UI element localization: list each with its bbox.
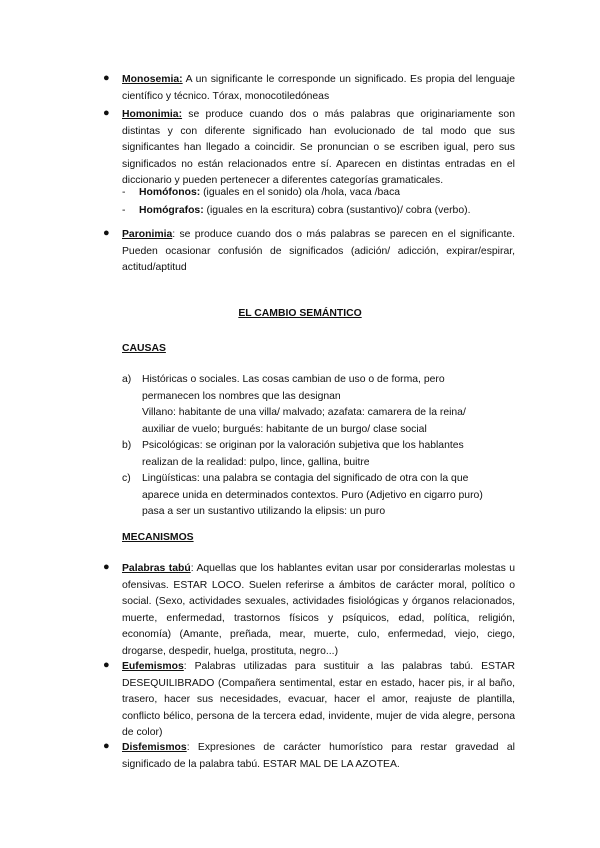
monosemia-paragraph [122,72,515,105]
eufemismos-term: Eufemismos [122,661,184,672]
causa-a-line: Históricas o sociales. Las cosas cambian de uso o de forma, pero [142,374,445,385]
bullet-icon: ● [103,107,110,119]
item-label: b) [122,440,132,451]
causa-c-line: aparece unida en determinados contextos. Puro (Adjetivo en cigarro puro) [142,489,483,501]
mecanismos-heading: MECANISMOS [122,532,194,543]
monosemia-text: A un significante le corresponde un significado. Es propia del lenguaje científico y técnico. Tórax, monocotiledóneas [122,74,515,102]
homonimia-term: Homonimia: [122,109,183,120]
item-label: c) [122,473,131,484]
section-title: EL CAMBIO SEMÁNTICO [238,308,362,319]
bullet-icon: ● [103,72,110,84]
causa-b-line: realizan de la realidad: pulpo, lince, gallina, buitre [142,456,370,468]
dash-marker: - [122,187,126,198]
causas-heading: CAUSAS [122,343,166,354]
palabras-tabu-term: Palabras tabú [122,563,191,574]
causa-a-line: Villano: habitante de una villa/ malvado; azafata: camarera de la reina/ [142,407,466,418]
disfemismos-paragraph [122,740,515,773]
homografos-text: (iguales en la escritura) cobra (sustantivo)/ cobra (verbo). [203,205,471,216]
paronimia-text: : se produce cuando dos o más palabras se parecen en el significante. Pueden ocasionar confusión de significados (adición/ adicción, expirar/espirar, actitud/aptitud [122,229,515,273]
causa-c-line: Lingüísticas: una palabra se contagia del significado de otra con la que [142,473,469,484]
homonimia-text: se produce cuando dos o más palabras que originariamente son distintas y con diferente significado han evolucionado de tal modo que sus significantes han llegado a coincidir. Se pronuncian o se escriben igual, pero sus significados no están relacionados entre sí. Aparecen en distintas entradas en el diccionario y pueden pertenecer a diferentes categorías gramaticales. [122,109,515,186]
paronimia-term: Paronimia [122,229,173,240]
homofonos-text: (iguales en el sonido) ola /hola, vaca /baca [200,187,401,198]
causa-c-line: pasa a ser un sustantivo utilizando la elipsis: un puro [142,506,386,517]
item-label: a) [122,374,132,385]
eufemismos-text: : Palabras utilizadas para sustituir a las palabras tabú. ESTAR DESEQUILIBRADO (Compañera sentimental, estar en estado, hacer pis, ir al baño, trasero, hacer sus necesidades, evacuar, hacer el amor, reajuste de plantilla, conflicto bélico, persona de la tercera edad, invidente, mujer de vida alegre, persona de color) [122,661,515,738]
bullet-icon: ● [103,740,110,752]
causa-item-c [122,471,522,521]
causa-item-b [122,438,522,471]
homofonos-item [122,185,522,202]
causa-a-line: auxiliar de vuelo; burgués: habitante de un burgo/ clase social [142,423,427,435]
homofonos-term: Homófonos: [139,187,201,198]
palabras-tabu-paragraph [122,561,515,660]
dash-marker: - [122,205,126,216]
disfemismos-term: Disfemismos [122,742,187,753]
bullet-icon: ● [103,561,110,573]
disfemismos-text: : Expresiones de carácter humorístico para restar gravedad al significado de la palabra tabú. ESTAR MAL DE LA AZOTEA. [122,742,515,770]
palabras-tabu-text: : Aquellas que los hablantes evitan usar por considerarlas molestas u ofensivas. ESTAR LOCO. Suelen referirse a ámbitos de carácter moral, político o social. (Sexo, actividades sexuales, actividades fisiológicas y órganos relacionados, muerte, enfermedad, trastornos físicos y psíquicos, edad, política, religión, economía) (Amante, preñada, mear, muerte, culo, enfermedad, viejo, ciego, drogarse, despedir, huelga, prostituta, negro...) [122,563,515,657]
causa-a-line: permanecen los nombres que las designan [142,390,341,402]
homografos-term: Homógrafos: [139,205,204,216]
monosemia-term: Monosemia: [122,74,183,85]
paronimia-paragraph [122,227,515,277]
homonimia-paragraph [122,107,515,190]
bullet-icon: ● [103,227,110,239]
bullet-icon: ● [103,659,110,671]
eufemismos-paragraph [122,659,515,742]
homografos-item [122,203,522,220]
causa-b-line: Psicológicas: se originan por la valoración subjetiva que los hablantes [142,440,464,451]
causa-item-a [122,372,522,438]
